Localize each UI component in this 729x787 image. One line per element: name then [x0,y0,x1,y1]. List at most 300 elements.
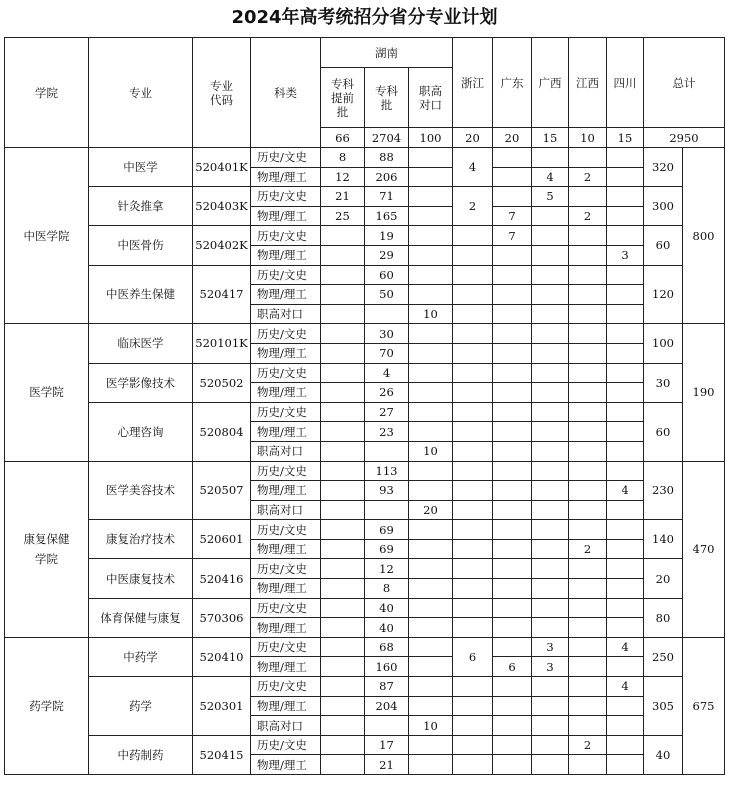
value-cell [532,755,569,775]
major-name: 心理咨询 [89,402,193,461]
subject-type: 历史/文史 [251,559,321,579]
value-cell [409,539,453,559]
major-total: 230 [644,461,683,520]
value-cell [607,696,644,716]
value-cell [532,559,569,579]
summary-cell: 2950 [644,128,725,148]
value-cell [493,402,532,422]
value-cell [321,461,365,481]
value-cell [321,245,365,265]
value-cell [569,677,607,697]
summary-cell: 10 [569,128,607,148]
value-cell: 4 [607,481,644,501]
value-cell [607,559,644,579]
subject-type: 物理/理工 [251,481,321,501]
value-cell [493,579,532,599]
major-code: 520301 [193,677,251,736]
header-code: 专业代码 [193,38,251,148]
value-cell [532,461,569,481]
value-cell [569,363,607,383]
value-cell [532,402,569,422]
major-total: 60 [644,226,683,265]
value-cell [569,402,607,422]
value-cell [569,343,607,363]
value-cell [569,598,607,618]
major-total: 250 [644,637,683,676]
major-name: 中医学 [89,148,193,187]
value-cell [607,500,644,520]
major-total: 40 [644,735,683,774]
page-title: 2024年高考统招分省分专业计划 [231,7,498,28]
value-cell [493,148,532,168]
value-cell [532,696,569,716]
table-row [5,520,725,540]
zhejiang-cell [453,304,493,324]
header-hunan-regular: 专科批 [365,68,409,128]
major-code: 520502 [193,363,251,402]
zhejiang-cell [453,618,493,638]
table-row [5,461,725,481]
value-cell [493,500,532,520]
header-sichuan: 四川 [607,38,644,128]
zhejiang-cell [453,265,493,285]
value-cell [493,677,532,697]
table-row [5,148,725,168]
table-row [5,324,725,344]
major-code: 520410 [193,637,251,676]
major-code: 520416 [193,559,251,598]
value-cell [532,677,569,697]
value-cell [321,324,365,344]
major-code: 520403K [193,187,251,226]
value-cell [532,500,569,520]
major-name: 中药学 [89,637,193,676]
zhejiang-cell [453,245,493,265]
value-cell [607,598,644,618]
zhejiang-cell [453,402,493,422]
table-row [5,735,725,755]
value-cell: 68 [365,637,409,657]
value-cell [409,187,453,207]
value-cell: 10 [409,716,453,736]
value-cell: 3 [532,657,569,677]
major-name: 体育保健与康复 [89,598,193,637]
value-cell: 2 [569,735,607,755]
major-code: 520804 [193,402,251,461]
subject-type: 物理/理工 [251,755,321,775]
value-cell: 21 [321,187,365,207]
table-row [5,637,725,657]
major-total: 60 [644,402,683,461]
header-total: 总计 [644,38,725,128]
value-cell [532,520,569,540]
value-cell [321,755,365,775]
summary-cell: 15 [532,128,569,148]
value-cell [532,539,569,559]
value-cell [607,343,644,363]
value-cell: 25 [321,206,365,226]
summary-cell: 66 [321,128,365,148]
value-cell: 10 [409,304,453,324]
zhejiang-cell [453,500,493,520]
value-cell [607,383,644,403]
table-row [5,677,725,697]
value-cell [493,481,532,501]
major-total: 80 [644,598,683,637]
header-major: 专业 [89,38,193,148]
summary-cell: 20 [453,128,493,148]
value-cell [607,657,644,677]
subject-type: 物理/理工 [251,206,321,226]
value-cell [569,265,607,285]
value-cell [607,716,644,736]
value-cell [365,441,409,461]
value-cell [493,363,532,383]
value-cell [532,618,569,638]
value-cell [321,716,365,736]
header-hunan-early: 专科提前批 [321,68,365,128]
value-cell [569,500,607,520]
subject-type: 物理/理工 [251,343,321,363]
value-cell [409,520,453,540]
value-cell [607,461,644,481]
value-cell: 93 [365,481,409,501]
value-cell [493,285,532,305]
value-cell: 7 [493,206,532,226]
value-cell [607,579,644,599]
value-cell [493,559,532,579]
value-cell: 2 [569,206,607,226]
summary-cell: 100 [409,128,453,148]
value-cell [409,481,453,501]
subject-type: 物理/理工 [251,657,321,677]
value-cell [569,422,607,442]
value-cell [321,226,365,246]
major-name: 中医康复技术 [89,559,193,598]
value-cell [321,363,365,383]
value-cell [569,716,607,736]
subject-type: 物理/理工 [251,696,321,716]
zhejiang-cell [453,755,493,775]
value-cell [321,696,365,716]
value-cell [321,559,365,579]
value-cell [569,696,607,716]
value-cell [569,520,607,540]
value-cell [607,285,644,305]
header-subject: 科类 [251,38,321,148]
major-code: 520507 [193,461,251,520]
college-total: 675 [683,637,725,774]
value-cell [532,383,569,403]
value-cell [607,148,644,168]
value-cell [607,755,644,775]
zhejiang-cell [453,226,493,246]
value-cell [569,579,607,599]
value-cell [321,579,365,599]
zhejiang-cell [453,598,493,618]
value-cell [409,559,453,579]
value-cell [409,167,453,187]
value-cell [321,637,365,657]
zhejiang-cell [453,461,493,481]
zhejiang-cell [453,481,493,501]
college-total: 470 [683,461,725,637]
summary-cell: 2704 [365,128,409,148]
value-cell [409,735,453,755]
subject-type: 物理/理工 [251,383,321,403]
zhejiang-cell: 4 [453,148,493,187]
value-cell [569,324,607,344]
value-cell [493,441,532,461]
value-cell [532,206,569,226]
table-row [5,226,725,246]
value-cell [532,598,569,618]
zhejiang-cell [453,363,493,383]
table-row [5,187,725,207]
college-name: 中医学院 [5,148,89,324]
value-cell [607,167,644,187]
subject-type: 历史/文史 [251,735,321,755]
value-cell: 50 [365,285,409,305]
table-row [5,363,725,383]
value-cell [409,598,453,618]
value-cell: 4 [607,637,644,657]
value-cell [321,618,365,638]
subject-type: 历史/文史 [251,520,321,540]
value-cell: 69 [365,539,409,559]
value-cell [409,226,453,246]
value-cell [409,461,453,481]
value-cell [321,500,365,520]
value-cell [321,520,365,540]
value-cell [607,520,644,540]
value-cell [532,422,569,442]
value-cell [409,755,453,775]
value-cell [409,324,453,344]
subject-type: 物理/理工 [251,285,321,305]
subject-type: 历史/文史 [251,187,321,207]
major-name: 针灸推拿 [89,187,193,226]
value-cell: 5 [532,187,569,207]
header-college: 学院 [5,38,89,148]
value-cell [607,735,644,755]
value-cell [409,696,453,716]
major-name: 中医骨伤 [89,226,193,265]
value-cell [532,304,569,324]
subject-type: 历史/文史 [251,637,321,657]
value-cell: 60 [365,265,409,285]
value-cell [569,304,607,324]
value-cell [409,677,453,697]
value-cell [321,285,365,305]
value-cell: 113 [365,461,409,481]
value-cell [607,422,644,442]
value-cell: 4 [532,167,569,187]
value-cell: 160 [365,657,409,677]
value-cell [532,363,569,383]
table-row [5,598,725,618]
value-cell [493,696,532,716]
zhejiang-cell [453,716,493,736]
value-cell: 87 [365,677,409,697]
subject-type: 历史/文史 [251,402,321,422]
value-cell: 70 [365,343,409,363]
value-cell: 30 [365,324,409,344]
value-cell [532,226,569,246]
subject-type: 职高对口 [251,441,321,461]
zhejiang-cell [453,520,493,540]
value-cell [409,148,453,168]
college-name: 康复保健学院 [5,461,89,637]
value-cell [321,539,365,559]
value-cell [321,304,365,324]
value-cell: 4 [365,363,409,383]
major-code: 520401K [193,148,251,187]
value-cell [321,422,365,442]
value-cell [409,265,453,285]
value-cell [569,559,607,579]
value-cell: 88 [365,148,409,168]
value-cell [493,265,532,285]
value-cell: 26 [365,383,409,403]
major-name: 中药制药 [89,735,193,774]
value-cell [569,441,607,461]
subject-type: 职高对口 [251,716,321,736]
value-cell [409,383,453,403]
value-cell [569,481,607,501]
subject-type: 物理/理工 [251,167,321,187]
major-code: 520417 [193,265,251,324]
value-cell [607,402,644,422]
value-cell: 204 [365,696,409,716]
value-cell [532,716,569,736]
major-name: 医学影像技术 [89,363,193,402]
value-cell: 12 [321,167,365,187]
value-cell [409,402,453,422]
zhejiang-cell: 6 [453,637,493,676]
value-cell [493,539,532,559]
value-cell [493,755,532,775]
value-cell [409,206,453,226]
value-cell [409,285,453,305]
value-cell [321,343,365,363]
value-cell [493,245,532,265]
subject-type: 历史/文史 [251,324,321,344]
value-cell [569,461,607,481]
college-total: 800 [683,148,725,324]
zhejiang-cell [453,677,493,697]
value-cell [321,657,365,677]
major-code: 520402K [193,226,251,265]
header-guangdong: 广东 [493,38,532,128]
value-cell [532,265,569,285]
value-cell [493,520,532,540]
subject-type: 历史/文史 [251,461,321,481]
value-cell: 6 [493,657,532,677]
subject-type: 历史/文史 [251,598,321,618]
value-cell [493,187,532,207]
value-cell [409,245,453,265]
major-total: 140 [644,520,683,559]
value-cell: 2 [569,167,607,187]
major-code: 520101K [193,324,251,363]
college-total: 190 [683,324,725,461]
header-guangxi: 广西 [532,38,569,128]
major-name: 药学 [89,677,193,736]
zhejiang-cell: 2 [453,187,493,226]
subject-type: 物理/理工 [251,539,321,559]
table-row [5,265,725,285]
major-total: 320 [644,148,683,187]
value-cell: 12 [365,559,409,579]
value-cell [569,383,607,403]
value-cell: 3 [607,245,644,265]
value-cell [493,637,532,657]
value-cell: 206 [365,167,409,187]
major-name: 康复治疗技术 [89,520,193,559]
subject-type: 历史/文史 [251,363,321,383]
value-cell [321,735,365,755]
college-name: 医学院 [5,324,89,461]
subject-type: 职高对口 [251,500,321,520]
value-cell [493,383,532,403]
header-jiangxi: 江西 [569,38,607,128]
value-cell [607,324,644,344]
value-cell [321,441,365,461]
zhejiang-cell [453,324,493,344]
college-name: 药学院 [5,637,89,774]
value-cell [409,363,453,383]
value-cell: 8 [365,579,409,599]
value-cell: 20 [409,500,453,520]
value-cell [607,187,644,207]
subject-type: 物理/理工 [251,422,321,442]
value-cell [569,187,607,207]
value-cell [321,265,365,285]
value-cell [409,343,453,363]
value-cell [321,402,365,422]
value-cell: 27 [365,402,409,422]
value-cell [365,304,409,324]
major-name: 医学美容技术 [89,461,193,520]
value-cell: 69 [365,520,409,540]
value-cell [607,226,644,246]
header-hunan: 湖南 [321,38,453,68]
value-cell: 21 [365,755,409,775]
zhejiang-cell [453,539,493,559]
major-code: 570306 [193,598,251,637]
value-cell [607,265,644,285]
value-cell: 4 [607,677,644,697]
value-cell: 29 [365,245,409,265]
value-cell: 2 [569,539,607,559]
value-cell [532,441,569,461]
value-cell [493,716,532,736]
zhejiang-cell [453,696,493,716]
subject-type: 物理/理工 [251,579,321,599]
zhejiang-cell [453,285,493,305]
major-name: 中医养生保健 [89,265,193,324]
major-total: 120 [644,265,683,324]
value-cell [493,598,532,618]
value-cell [569,755,607,775]
value-cell [607,441,644,461]
header-hunan-vocational: 职高对口 [409,68,453,128]
zhejiang-cell [453,422,493,442]
subject-type: 历史/文史 [251,226,321,246]
value-cell [365,500,409,520]
value-cell [365,716,409,736]
